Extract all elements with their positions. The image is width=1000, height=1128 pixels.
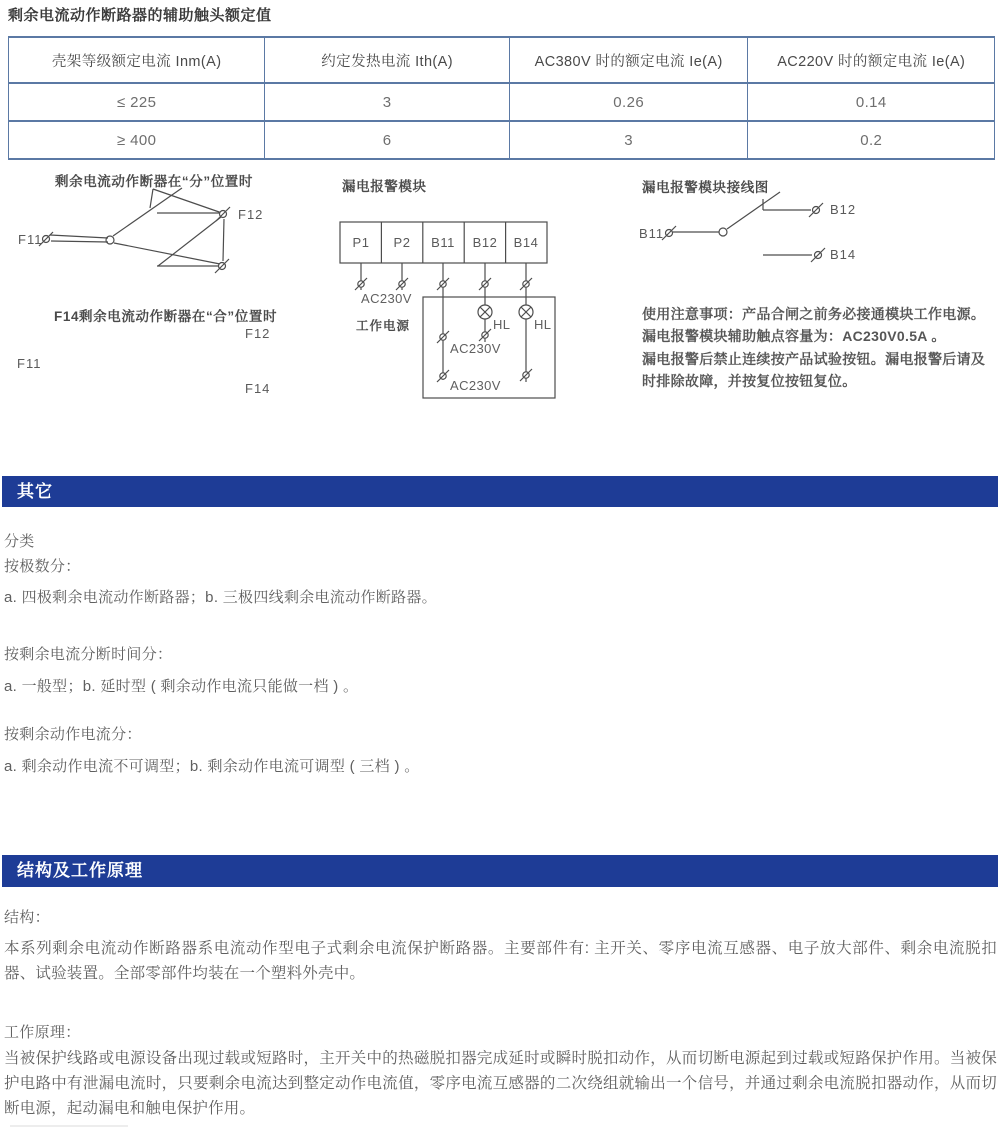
col-header-ac380v: AC380V 时的额定电流 Ie(A) — [509, 37, 748, 83]
table-cell: 0.2 — [748, 121, 995, 159]
terminal-icon — [39, 232, 53, 246]
terminal-icon — [811, 248, 825, 262]
by-poles-heading: 按极数分： — [4, 558, 81, 575]
cropped-next-section-stub — [10, 1125, 128, 1127]
table-cell: 6 — [265, 121, 510, 159]
by-break-time-items: a. 一般型；b. 延时型 ( 剩余动作电流只能做一档 ) 。 — [4, 678, 359, 695]
pivot-icon — [719, 228, 727, 236]
col-header-ac220v: AC220V 时的额定电流 Ie(A) — [748, 37, 995, 83]
structure-paragraph: 本系列剩余电流动作断路器系电流动作型电子式剩余电流保护断路器。主要部件有: 主开关、零序电流互感器、电子放大部件、剩余电流脱扣器、试验装置。全部零部件均装在一个塑料外壳中。 — [4, 940, 997, 982]
linkage-line — [150, 189, 153, 208]
alarm-module-diagram-title: 漏电报警模块 — [342, 179, 427, 194]
pivot-icon — [106, 236, 114, 244]
by-poles-items: a. 四极剩余电流动作断路器；b. 三极四线剩余电流动作断路器。 — [4, 589, 437, 606]
terminal-icon — [809, 203, 823, 217]
closed-position-diagram-title: F14剩余电流动作断器在“合”位置时 — [54, 309, 278, 324]
usage-note-line: 时排除故障，并按复位按钮复位。 — [642, 373, 857, 389]
linkage-line — [223, 219, 224, 261]
module-terminal-b11: B11 — [431, 235, 455, 250]
power-voltage-label: AC230V — [361, 291, 412, 306]
structure-label: 结构： — [4, 909, 50, 926]
wiring-diagram-title: 漏电报警模块接线图 — [642, 180, 769, 195]
open-position-diagram-title: 剩余电流动作断器在“分”位置时 — [55, 174, 253, 189]
table-cell: ≥ 400 — [9, 121, 265, 159]
principle-paragraph: 当被保护线路或电源设备出现过载或短路时，主开关中的热磁脱扣器完成延时或瞬时脱扣动作，从而切断电源起到过载或短路保护作用。当被保护电路中有泄漏电流时，只要剩余电流达到整定动作电流值，零序电流互感器的二次绕组就输出一个信号，并通过剩余电流脱扣器动作，从而切断电源，起动漏电和触电保护作用。 — [4, 1050, 997, 1117]
principle-label: 工作原理： — [4, 1024, 81, 1041]
col-header-thermal-current: 约定发热电流 Ith(A) — [265, 37, 510, 83]
open-position-diagram — [0, 183, 320, 298]
module-terminal-p1: P1 — [352, 235, 370, 250]
by-operating-current-heading: 按剩余动作电流分： — [4, 726, 142, 743]
table-cell: 0.14 — [748, 83, 995, 121]
wiring-label-b11: B11 — [639, 226, 665, 241]
lamp-label-hl2: HL — [534, 317, 552, 332]
linkage-line — [51, 241, 108, 242]
section-header-other: 其它 — [2, 476, 998, 507]
terminal-label-f14-closed: F14 — [245, 381, 271, 396]
by-break-time-heading: 按剩余电流分断时间分： — [4, 646, 173, 663]
wiring-label-b14: B14 — [830, 247, 857, 262]
table-cell: 3 — [509, 121, 748, 159]
linkage-line — [50, 235, 108, 238]
module-terminal-p2: P2 — [393, 235, 411, 250]
classification-heading: 分类 — [4, 533, 35, 550]
terminal-label-f12-closed: F12 — [245, 326, 271, 341]
aux-contact-rating-table — [8, 36, 995, 160]
table-header-row — [9, 37, 995, 83]
wiring-label-b12: B12 — [830, 202, 857, 217]
lamp-icon — [519, 305, 533, 319]
table-cell: 3 — [265, 83, 510, 121]
module-terminal-b14: B14 — [513, 235, 539, 250]
terminal-label-f11-closed: F11 — [17, 356, 42, 371]
terminal-icon — [216, 207, 230, 221]
ac-label-1: AC230V — [450, 341, 501, 356]
table-cell: 0.26 — [509, 83, 748, 121]
terminal-label-f12: F12 — [238, 207, 264, 222]
table-row — [9, 83, 995, 121]
section-header-structure: 结构及工作原理 — [2, 855, 998, 887]
lamp-label-hl1: HL — [493, 317, 511, 332]
usage-note-line: 漏电报警后禁止连续按产品试验按钮。漏电报警后请及 — [642, 351, 986, 367]
linkage-line — [158, 217, 221, 266]
page-title: 剩余电流动作断路器的辅助触头额定值 — [8, 7, 272, 24]
table-cell: ≤ 225 — [9, 83, 265, 121]
module-terminal-b12: B12 — [472, 235, 498, 250]
by-operating-current-items: a. 剩余动作电流不可调型；b. 剩余动作电流可调型 ( 三档 ) 。 — [4, 758, 420, 775]
table-row — [9, 121, 995, 159]
terminal-label-f11: F11 — [18, 232, 43, 247]
usage-note-line: 漏电报警模块辅助触点容量为：AC230V0.5A 。 — [642, 328, 946, 344]
usage-note-line: 使用注意事项：产品合闸之前务必接通模块工作电源。 — [642, 306, 986, 322]
col-header-frame-current: 壳架等级额定电流 Inm(A) — [9, 37, 265, 83]
power-caption: 工作电源 — [356, 319, 411, 333]
lamp-icon — [478, 305, 492, 319]
linkage-line — [114, 243, 220, 264]
ac-label-2: AC230V — [450, 378, 501, 393]
